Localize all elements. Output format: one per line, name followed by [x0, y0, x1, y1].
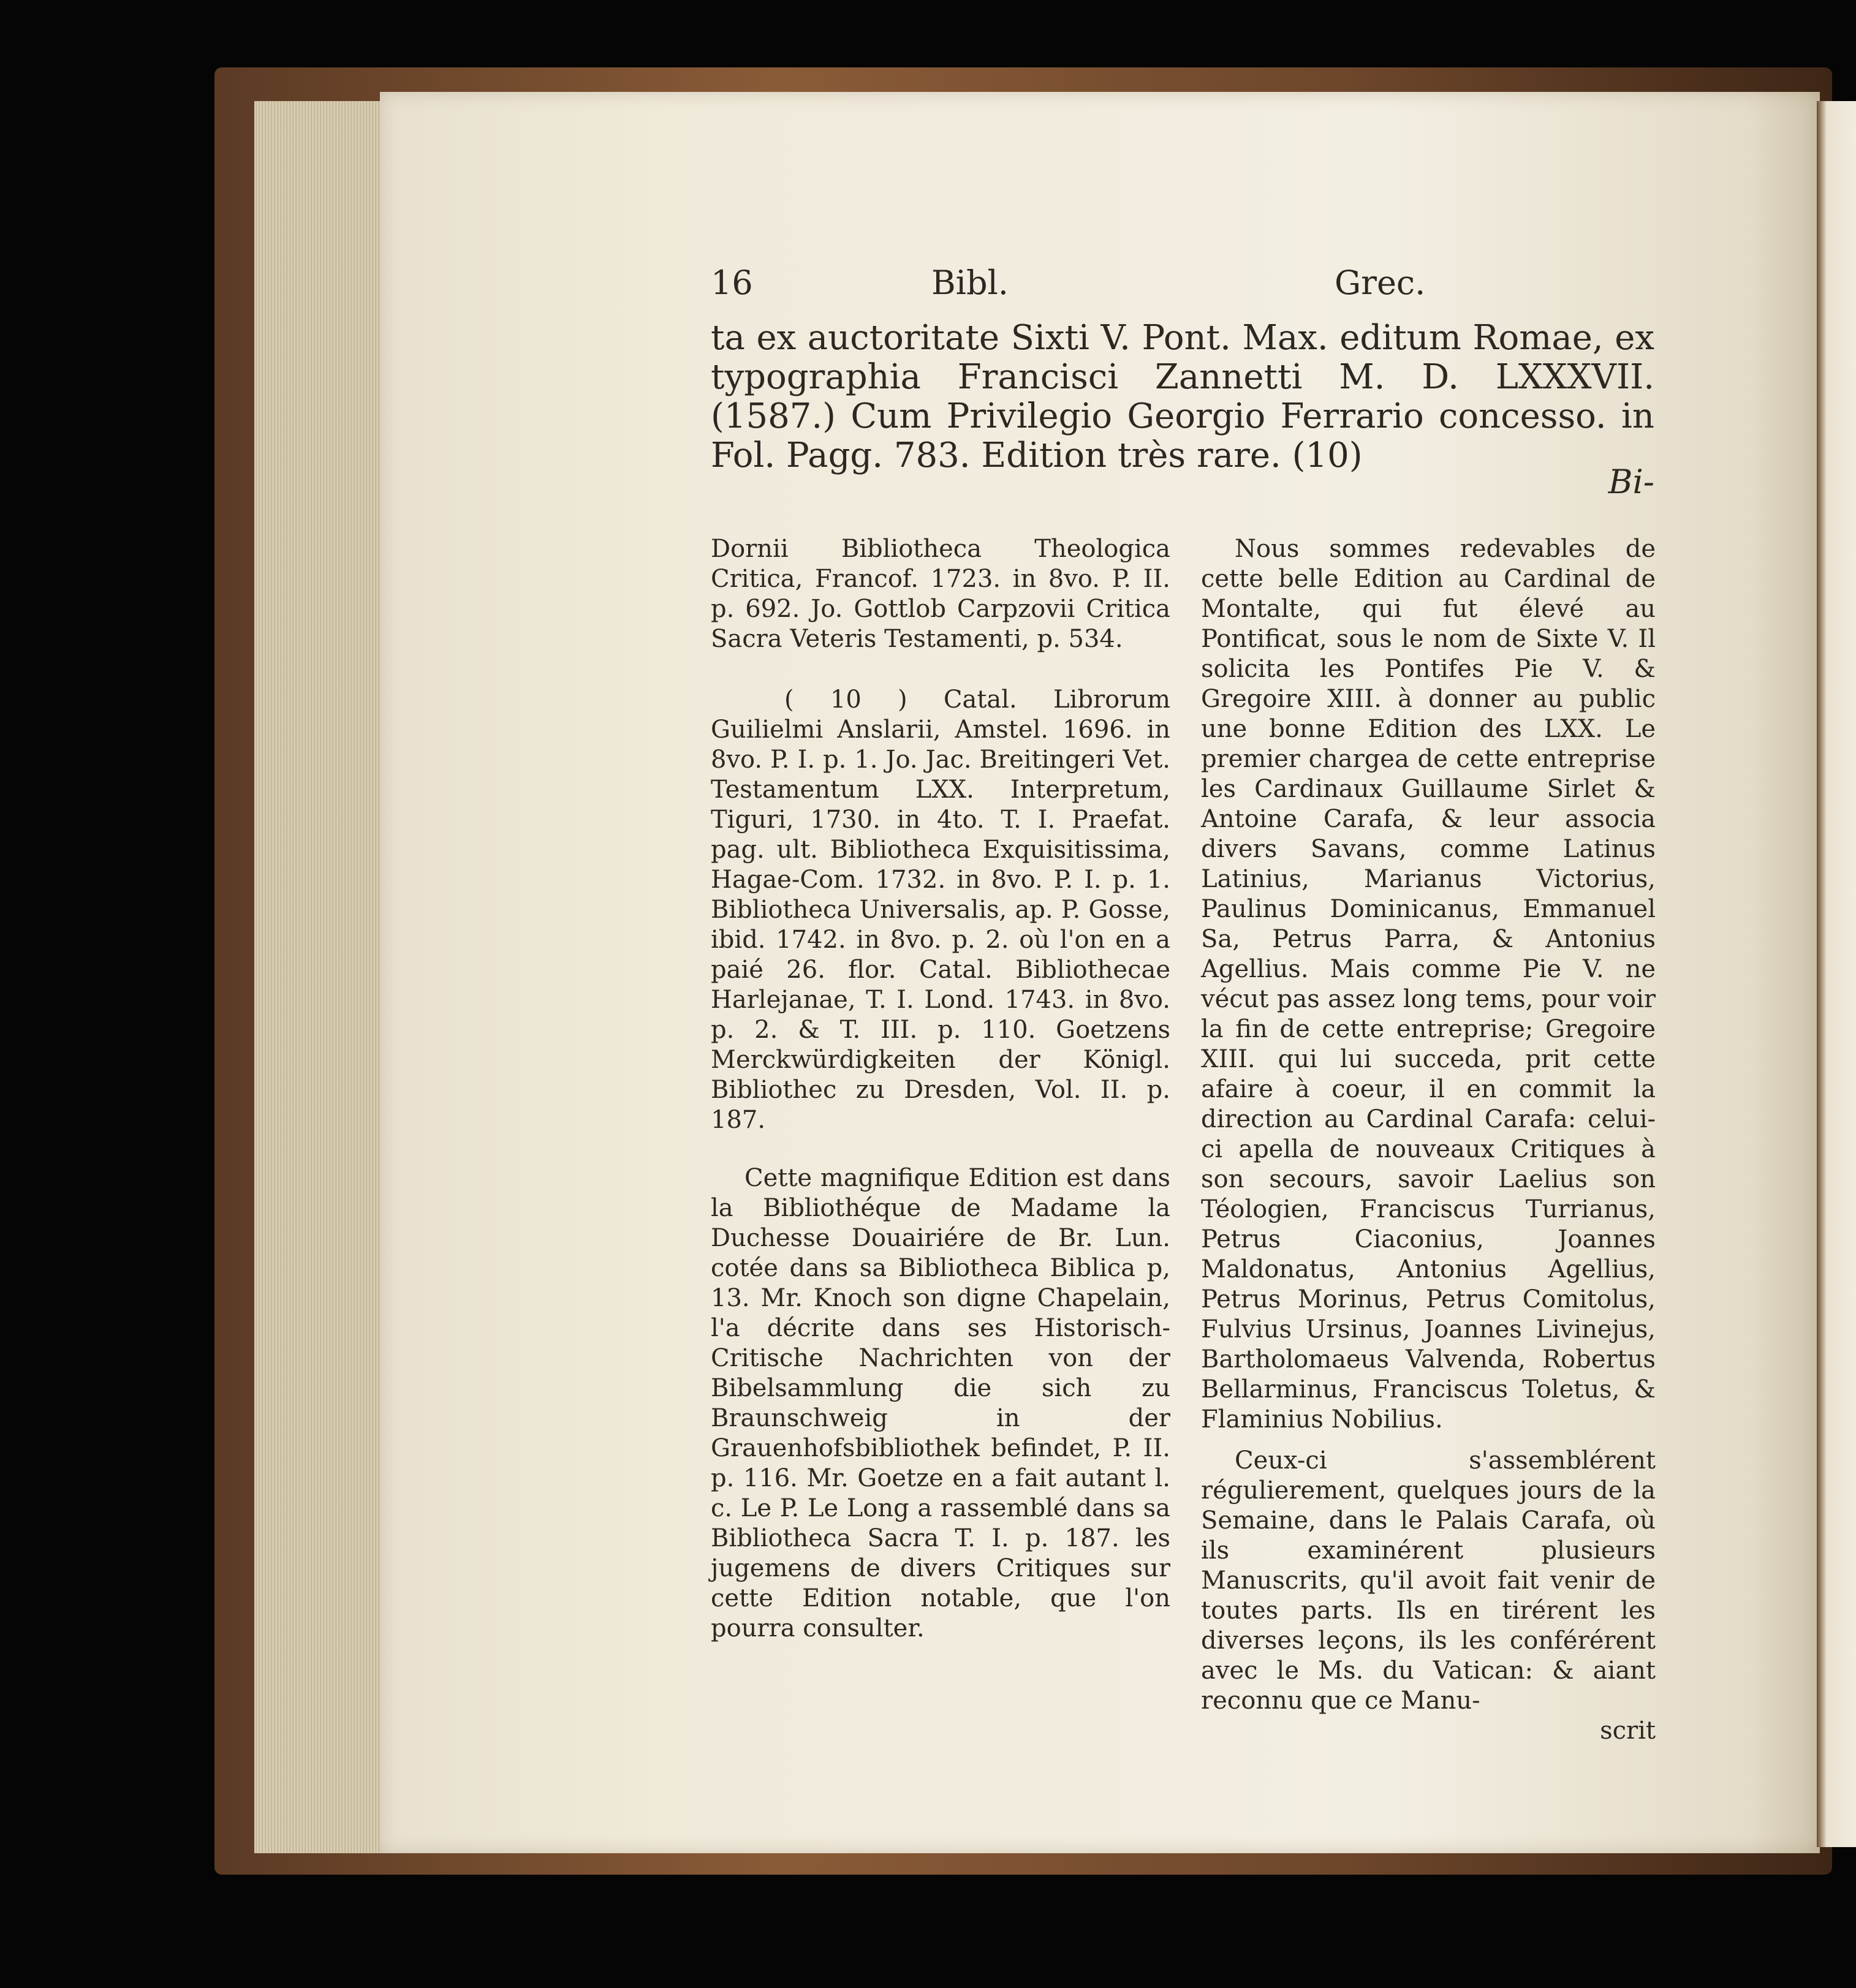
- running-header: [711, 263, 1654, 312]
- header-left-title: Bibl.: [931, 263, 1009, 302]
- right-last-line: scrit: [1600, 1717, 1656, 1745]
- page-edges: [254, 101, 389, 1853]
- right-paragraph-1: Nous sommes redevables de cette belle Edition au Cardinal de Montalte, qui fut élevé au Pontificat, sous le nom de Sixte V. Il solicita les Pontifes Pie V. & Gregoire XIII. à donner au public une bonne Edition des LXX. Le premier chargea de cette entreprise les Cardinaux Guillaume Sirlet & Antoine Carafa, & leur associa divers Savans, comme Latinus Latinius, Marianus Victorius, Paulinus Dominicanus, Emmanuel Sa, Petrus Parra, & Antonius Agellius. Mais comme Pie V. ne vécut pas assez long tems, pour voir la fin de cette entreprise; Gregoire XIII. qui lui succeda, prit cette afaire à coeur, il en commit la direction au Cardinal Carafa: celui-ci apella de nouveaux Critiques à son secours, savoir Laelius son Téologien, Franciscus Turrianus, Petrus Ciaconius, Joannes Maldonatus, Antonius Agellius, Petrus Morinus, Petrus Comitolus, Fulvius Ursinus, Joannes Livinejus, Bartholomaeus Valvenda, Robertus Bellarminus, Franciscus Toletus, & Flaminius Nobilius.: [1201, 535, 1656, 1434]
- left-paragraph-1: Dornii Bibliotheca Theologica Critica, Francof. 1723. in 8vo. P. II. p. 692. Jo. Gottlob Carpzovii Critica Sacra Veteris Testamenti, p. 534.: [711, 535, 1170, 653]
- header-right-title: Grec.: [1335, 263, 1426, 302]
- facing-page-edge: [1817, 101, 1856, 1847]
- right-paragraph-2: Ceux-ci s'assemblérent régulierement, quelques jours de la Semaine, dans le Palais Carafa, où ils examinérent plusieurs Manuscrits, qu'il avoit fait venir de toutes parts. Ils en tirérent les diverses leçons, ils les conférérent avec le Ms. du Vatican: & aiant reconnu que ce Manu-: [1201, 1446, 1656, 1715]
- page-number: 16: [711, 263, 753, 302]
- left-paragraph-3: Cette magnifique Edition est dans la Bibliothéque de Madame la Duchesse Douairiére de Br. Lun. cotée dans sa Bibliotheca Biblica p, 13. Mr. Knoch son digne Chapelain, l'a décrite dans ses Historisch-Critische Nachrichten von der Bibelsammlung die sich zu Braunschweig in der Grauenhofsbibliothek befindet, P. II. p. 116. Mr. Goetze en a fait autant l. c. Le P. Le Long a rassemblé dans sa Bibliotheca Sacra T. I. p. 187. les jugemens de divers Critiques sur cette Edition notable, que l'on pourra consulter.: [711, 1164, 1170, 1642]
- catchword: Bi-: [1608, 463, 1654, 501]
- left-paragraph-2: ( 10 ) Catal. Librorum Guilielmi Anslarii, Amstel. 1696. in 8vo. P. I. p. 1. Jo. Jac. Breitingeri Vet. Testamentum LXX. Interpretum, Tiguri, 1730. in 4to. T. I. Praefat. pag. ult. Bibliotheca Exquisitissima, Hagae-Com. 1732. in 8vo. P. I. p. 1. Bibliotheca Universalis, ap. P. Gosse, ibid. 1742. in 8vo. p. 2. où l'on en a paié 26. flor. Catal. Bibliothecae Harlejanae, T. I. Lond. 1743. in 8vo. p. 2. & T. III. p. 110. Goetzens Merckwürdigkeiten der Königl. Bibliothec zu Dresden, Vol. II. p. 187.: [711, 686, 1170, 1134]
- left-column: [711, 534, 1170, 1644]
- top-paragraph: ta ex auctoritate Sixti V. Pont. Max. editum Romae, ex typographia Francisci Zannetti M. D. LXXXVII. (1587.) Cum Privilegio Georgio Ferrario concesso. in Fol. Pagg. 783. Edition très rare. (10): [711, 318, 1654, 475]
- right-column: [1201, 534, 1656, 1746]
